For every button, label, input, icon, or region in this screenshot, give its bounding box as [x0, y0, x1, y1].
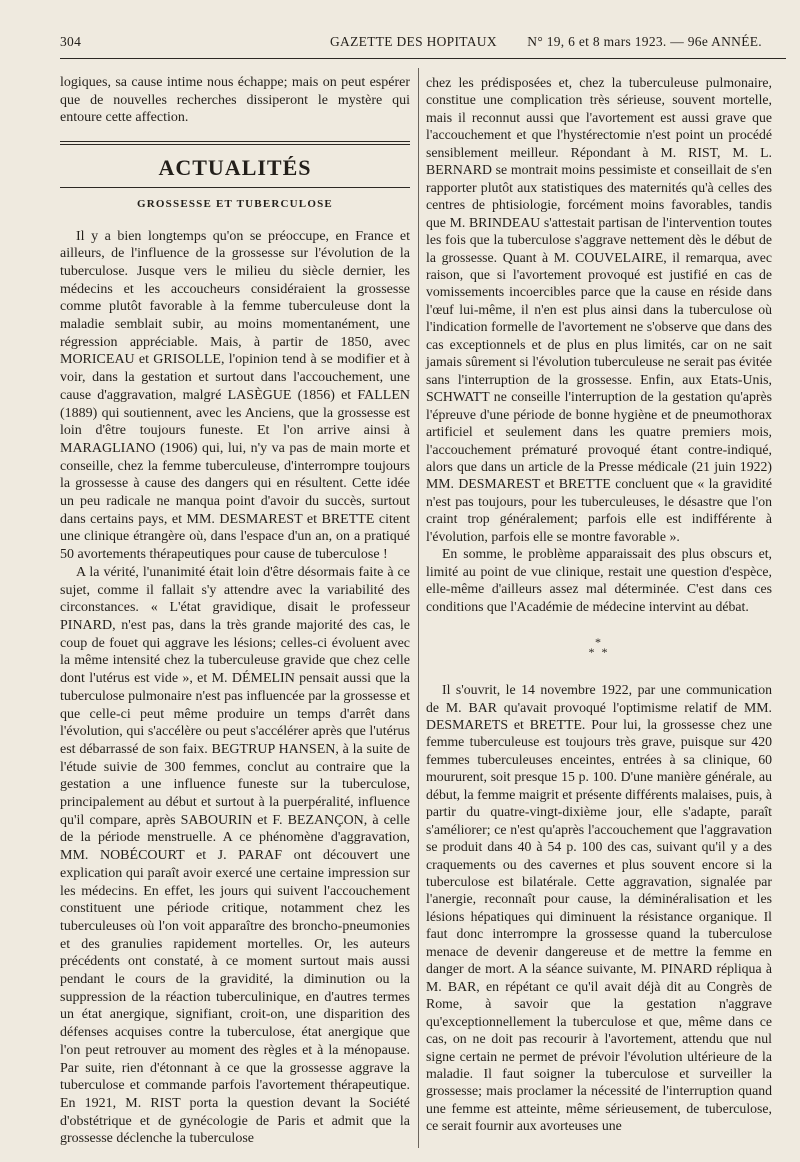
section-heading: ACTUALITÉS [158, 155, 312, 181]
issue-info: N° 19, 6 et 8 mars 1923. — 96e ANNÉE. [527, 34, 762, 49]
section-header [60, 141, 410, 188]
journal-title: GAZETTE DES HOPITAUX [330, 34, 497, 49]
right-column [426, 74, 772, 1135]
left-column [60, 74, 410, 1148]
running-head [60, 34, 780, 56]
section-rule-bottom [60, 187, 410, 188]
page-number: 304 [60, 34, 82, 49]
body-paragraph: A la vérité, l'unanimité était loin d'être désormais faite à ce sujet, comme il fallait s'y attendre avec la variabilité des circonstances. « L'état gravidique, disait le professeur PINARD, n'est pas, dans la très grande majorité des cas, le coup de fouet qui aggrave les lésions; celles-ci évoluent avec la même intensité chez la tuberculeuse gravide que chez celle dont l'utérus est vide », et M. DÉMELIN pensait aussi que la tuberculose pulmonaire n'est pas influencée par la grossesse et que celle-ci peut même produire un temps d'arrêt dans l'évolution, qui s'accélère ou peut s'accélérer après que l'utérus est débarrassé de son faix. BEGTRUP HANSEN, à la suite de l'étude suivie de 300 femmes, conclut au contraire que la gestation a une influence funeste sur la tuberculose, principalement au début et surtout à la puerpéralité, influence qu'il compare, après SABOURIN et F. BEZANÇON, à celle de la période menstruelle. A ce phénomène d'aggravation, MM. NOBÉCOURT et J. PARAF ont découvert une explication qui paraît avoir exercé une certaine impression sur les médecins. En effet, les jours qui suivent l'accouchement constituent une période critique, notamment chez les tuberculeuses où l'on voit apparaître des broncho-pneumonies et des granulies rapidement mortelles. Or, les auteurs précédents ont constaté, à ce moment surtout mais aussi pendant le cours de la gravidité, la diminution ou la suppression de la réaction tuberculinique, en d'autres termes un état anergique, signifiant, croit-on, une disparition des défenses acquises contre la tuberculose, état anergique que l'on peut retrouver au moment des règles et à la ménopause. Par suite, rien d'étonnant à ce que la grossesse aggrave la tuberculose et commande parfois l'avortement thérapeutique. En 1921, M. RIST porta la question devant la Société d'obstétrique et de gynécologie de Paris et admit que la grossesse déclenche la tuberculose [60, 564, 410, 1147]
section-rule-top [60, 141, 410, 145]
asterism-divider: * * * [588, 635, 610, 660]
body-paragraph: Il s'ouvrit, le 14 novembre 1922, par une communication de M. BAR qu'avait provoqué l'optimisme relatif de MM. DESMARETS et BRETTE. Pour lui, la grossesse chez une femme tuberculeuse est toujours très grave, puisque sur 420 femmes tuberculeuses enceintes, entrées à sa clinique, 60 moururent, soit presque 15 p. 100. D'une manière générale, au début, la femme maigrit et présente différents malaises, puis, à partir du quatre-vingt-dixième jour, elle s'adapte, paraît s'améliorer; ce n'est qu'après l'accouchement que l'aggravation se produit dans 40 à 54 p. 100 des cas, suivant qu'il y a des craquements ou des cavernes et plus souvent encore si la tuberculose est bilatérale. Cette aggravation, signalée par l'anergie, reconnaît pour cause, la déminéralisation et les lésions hépatiques qui diminuent la résistance organique. Il faut donc interrompre la grossesse quand la tuberculose menace de devenir dangereuse et de mettre la femme en danger de mort. A la séance suivante, M. PINARD répliqua à M. BAR, en répétant ce qu'il avait déjà dit au Congrès de Rome, à savoir que la gestation n'aggrave qu'exceptionnellement la tuberculose et que, même dans ce cas, on ne doit pas recourir à l'avortement, attendu que nul signe certain ne permet de prévoir l'évolution ultérieure de la maladie. Il faut soigner la tuberculose et surveiller la grossesse; mais proclamer la nécessité de l'interruption quand une femme est atteinte, même sérieusement, de tuberculose, ce serait fournir aux avorteuses une [426, 682, 772, 1134]
header-rule [60, 58, 786, 59]
intro-paragraph: logiques, sa cause intime nous échappe; mais on peut espérer que de nouvelles recherches dissiperont le mystère qui entoure cette affection. [60, 75, 410, 126]
article-title: GROSSESSE ET TUBERCULOSE [137, 197, 333, 210]
body-paragraph: En somme, le problème apparaissait des plus obscurs et, limité au point de vue clinique, restait une question d'espèce, elle-même d'ailleurs assez mal déterminée. C'est dans ces conditions que l'Académie de médecine intervint au débat. [426, 546, 772, 614]
body-paragraph: chez les prédisposées et, chez la tuberculeuse pulmonaire, constitue une complication très sérieuse, souvent mortelle, mais il reconnut aussi que l'avortement est aussi grave que l'accouchement et que l'hystérectomie n'est point un procédé sensiblement meilleur. Répondant à M. RIST, M. L. BERNARD se montrait moins pessimiste et conseillait de s'en rapporter plutôt aux statistiques des maternités qu'à celles des centres de phtisiologie, forcément moins favorables, tandis que M. BRINDEAU s'attestait partisan de l'intervention toutes les fois que la tuberculose s'aggrave nettement dès le début de la grossesse. Quant à M. COUVELAIRE, il remarqua, avec raison, que si l'avortement provoqué est justifié en cas de vomissements incoercibles parce que la cause en réside dans l'œuf lui-même, il n'en est plus ainsi dans la tuberculose où l'indication formelle de l'avortement ne s'observe que dans des cas exceptionnels et de plus en plus limités, car on ne sait jamais sûrement si l'évolution tuberculeuse ne serait pas évitée sans l'interruption de la grossesse. Enfin, aux Etats-Unis, SCHWATT ne conseille l'interruption de la gestation qu'après l'épreuve d'une période de bonne hygiène et de pneumothorax artificiel et seulement dans les quatre premiers mois, l'accouchement prématuré provoqué étant contre-indiqué, alors que dans un article de la Presse médicale (21 juin 1922) MM. DESMAREST et BRETTE concluent que « la gravidité n'est pas toujours, pour les tuberculeuses, le désastre que l'on craint trop généralement; parfois elle est indifférente à l'évolution, parfois elle se montre favorable ». [426, 75, 772, 544]
column-divider [418, 68, 419, 1148]
body-paragraph: Il y a bien longtemps qu'on se préoccupe, en France et ailleurs, de l'influence de la grossesse sur l'évolution de la tuberculose. Jusque vers le milieu du siècle dernier, les médecins et les accoucheurs considéraient la grossesse comme plutôt favorable à la femme tuberculeuse dont la maladie semblait subir, au moins momentanément, une régression appréciable. Mais, à partir de 1850, avec MORICEAU et GRISOLLE, l'opinion tend à se modifier et à voir, dans la gestation et surtout dans l'accouchement, une cause d'aggravation, malgré LASÈGUE (1856) et FALLEN (1889) qui soutiennent, avec les Anciens, que la grossesse est loin d'être toujours funeste. Et l'on arrive ainsi à MARAGLIANO (1906) qui, lui, n'y va pas de main morte et conseille, chez la femme tuberculeuse, d'interrompre toujours la grossesse à cause des dangers qui en résultent. Cette idée un peu radicale ne manqua point d'avoir du succès, surtout dans certains pays, et MM. DESMAREST et BRETTE citent une clinique étrangère où, dans l'espace d'un an, on a pratiqué 50 avortements thérapeutiques pour cause de tuberculose ! [60, 228, 410, 563]
